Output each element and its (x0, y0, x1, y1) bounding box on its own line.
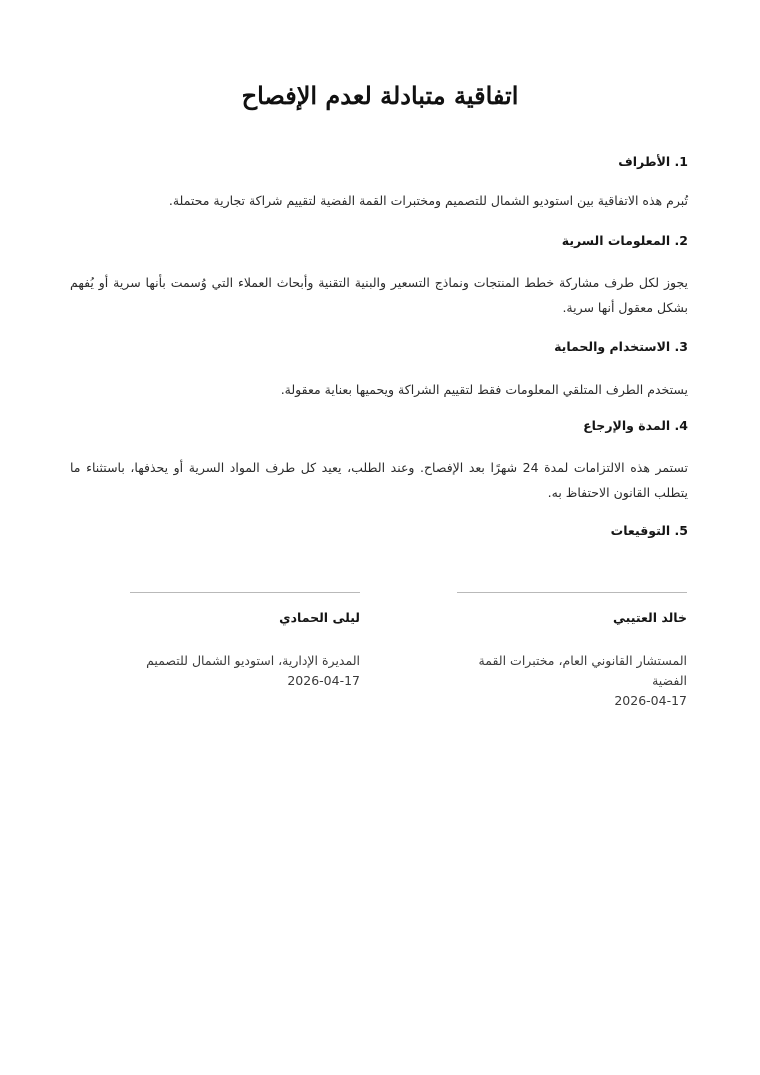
section-body: يستخدم الطرف المتلقي المعلومات فقط لتقييم الشراكة ويحميها بعناية معقولة. (280, 382, 688, 397)
section-use-protection (70, 337, 688, 402)
section-body: تستمر هذه الالتزامات لمدة 24 شهرًا بعد الإفصاح. وعند الطلب، يعيد كل طرف المواد السرية أو يحذفها، باستثناء ما يتطلب القانون الاحتفاظ به. (70, 460, 689, 500)
signature-date: 2026-04-17 (614, 693, 687, 708)
signature-date: 2026-04-17 (287, 673, 360, 688)
signatory-role: المستشار القانوني العام، مختبرات القمة الفضية (478, 653, 687, 688)
signature-block-layla (130, 592, 360, 691)
section-heading: 5. التوقيعات (610, 523, 688, 538)
document-title: اتفاقية متبادلة لعدم الإفصاح (241, 81, 519, 110)
signature-line (130, 592, 360, 593)
signature-line (457, 592, 687, 593)
section-term-return (70, 416, 688, 505)
section-heading: 4. المدة والإرجاع (583, 418, 688, 433)
section-signatures (70, 521, 688, 541)
section-body: تُبرم هذه الاتفاقية بين استوديو الشمال للتصميم ومختبرات القمة الفضية لتقييم شراكة تجارية محتملة. (168, 193, 688, 208)
signatory-name: ليلى الحمادي (279, 610, 360, 625)
section-heading: 1. الأطراف (618, 154, 688, 169)
section-confidential-info (70, 231, 688, 320)
section-heading: 3. الاستخدام والحماية (554, 339, 688, 354)
signatory-role: المديرة الإدارية، استوديو الشمال للتصميم (146, 653, 360, 668)
signature-block-khaled (457, 592, 687, 711)
section-heading: 2. المعلومات السرية (561, 233, 688, 248)
section-parties (70, 152, 688, 213)
signatory-name: خالد العتيبي (613, 610, 687, 625)
section-body: يجوز لكل طرف مشاركة خطط المنتجات ونماذج التسعير والبنية التقنية وأبحاث العملاء التي وُسمت بأنها سرية أو يُفهم بشكل معقول أنها سرية. (70, 275, 688, 315)
